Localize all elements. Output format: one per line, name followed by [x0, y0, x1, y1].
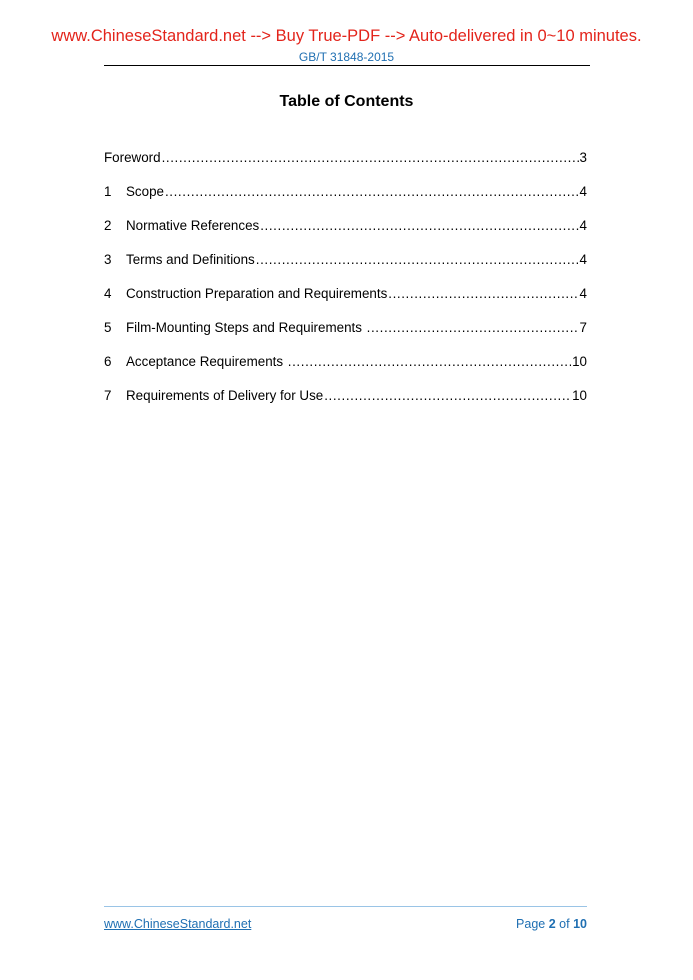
toc-dot-leader	[162, 150, 579, 165]
toc-entry-number: 5	[104, 320, 112, 335]
toc-dot-leader	[288, 354, 571, 369]
toc-dot-leader	[165, 184, 579, 199]
toc-entry-number: 3	[104, 252, 112, 267]
toc-entry-foreword[interactable]	[104, 150, 587, 184]
toc-entry-title: Requirements of Delivery for Use	[126, 388, 324, 403]
page-label: Page	[516, 917, 546, 931]
toc-dot-leader	[367, 320, 579, 335]
toc-entry-number: 4	[104, 286, 112, 301]
page-title: Table of Contents	[279, 93, 414, 110]
toc-entry-page: 4	[579, 184, 587, 199]
page-of-label: of	[559, 917, 570, 931]
toc-entry-normative-references[interactable]	[104, 218, 587, 252]
toc-entry-page: 4	[579, 252, 587, 267]
toc-entry-title: Terms and Definitions	[126, 252, 255, 267]
toc-entry-number: 6	[104, 354, 112, 369]
header-divider	[104, 65, 590, 66]
toc-entry-page: 10	[572, 354, 587, 369]
toc-entry-title: Acceptance Requirements	[126, 354, 287, 369]
toc-entry-number: 7	[104, 388, 112, 403]
toc-entry-page: 4	[579, 218, 587, 233]
toc-entry-title: Construction Preparation and Requirements	[126, 286, 388, 301]
footer-divider	[104, 906, 587, 907]
footer-site-link[interactable]: www.ChineseStandard.net	[104, 917, 252, 931]
toc-entry-construction-preparation[interactable]	[104, 286, 587, 320]
toc-entry-film-mounting-steps[interactable]	[104, 320, 587, 354]
toc-entry-page: 4	[579, 286, 587, 301]
header-banner[interactable]: www.ChineseStandard.net --> Buy True-PDF --> Auto-delivered in 0~10 minutes.	[51, 27, 642, 45]
toc-entry-number: 2	[104, 218, 112, 233]
toc-entry-delivery-for-use[interactable]	[104, 388, 587, 422]
toc-entry-title: Foreword	[104, 150, 161, 165]
table-of-contents	[104, 150, 587, 422]
toc-entry-page: 7	[579, 320, 587, 335]
current-page-number: 2	[548, 917, 556, 931]
toc-entry-acceptance-requirements[interactable]	[104, 354, 587, 388]
toc-dot-leader	[256, 252, 579, 267]
toc-entry-title: Film-Mounting Steps and Requirements	[126, 320, 366, 335]
toc-entry-terms-and-definitions[interactable]	[104, 252, 587, 286]
toc-dot-leader	[324, 388, 571, 403]
total-page-count: 10	[573, 917, 587, 931]
toc-entry-number: 1	[104, 184, 112, 199]
toc-entry-title: Normative References	[126, 218, 260, 233]
toc-entry-scope[interactable]	[104, 184, 587, 218]
toc-entry-page: 3	[579, 150, 587, 165]
toc-dot-leader	[260, 218, 578, 233]
toc-dot-leader	[388, 286, 578, 301]
page-counter	[516, 917, 587, 931]
toc-entry-page: 10	[572, 388, 587, 403]
document-code: GB/T 31848-2015	[298, 50, 395, 64]
toc-entry-title: Scope	[126, 184, 164, 199]
